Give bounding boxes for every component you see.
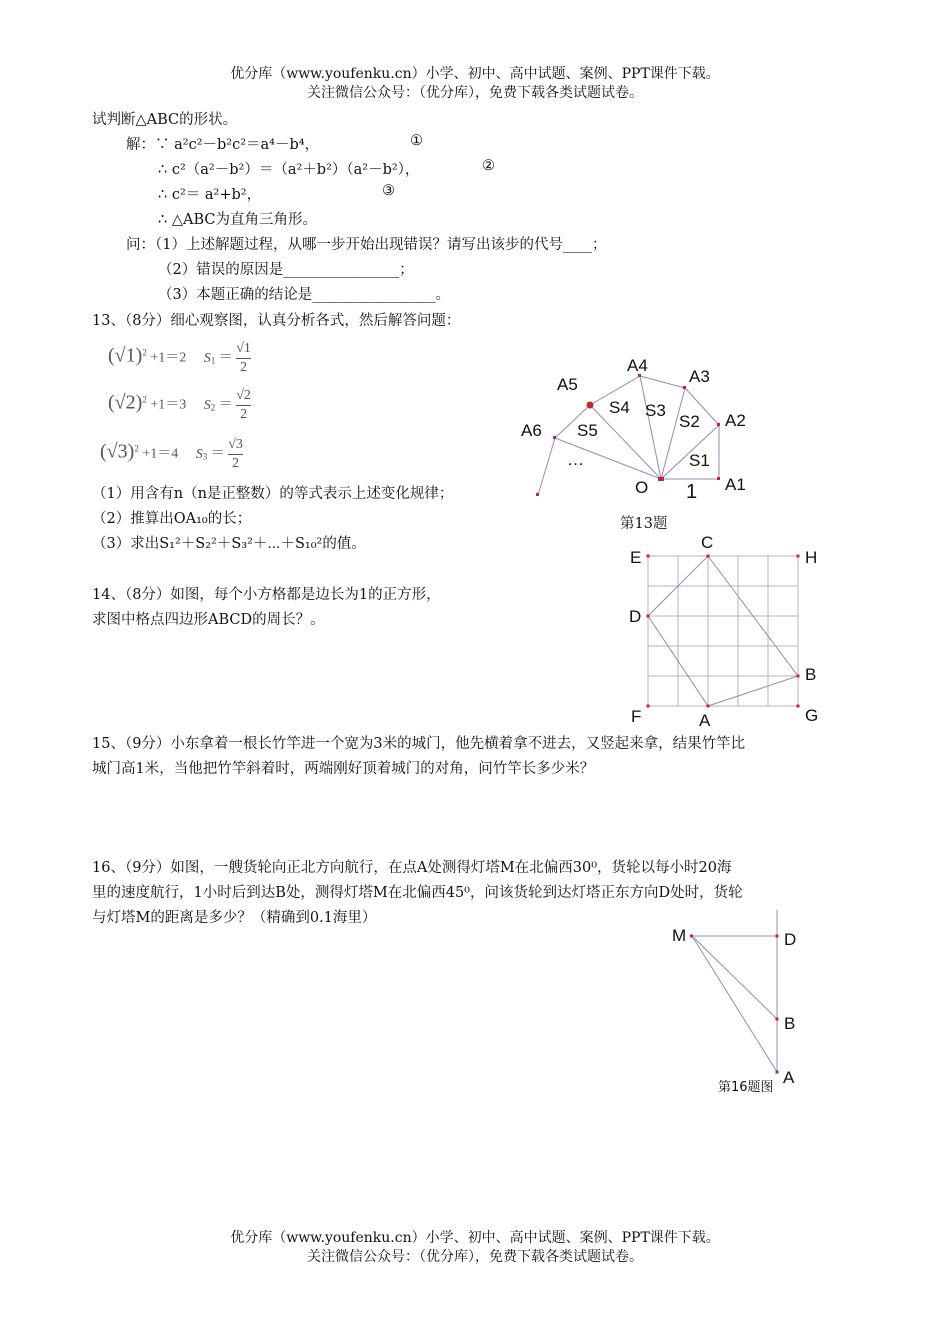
q13-item-3: （3）求出S₁²＋S₂²＋S₃²＋⋯＋S₁₀²的值。 — [92, 536, 366, 552]
q12-question-1: 问：（1）上述解题过程，从哪一步开始出现错误？请写出该步的代号____； — [126, 237, 607, 253]
q12-step-2-mark: ② — [482, 158, 495, 174]
footer-line-1: 优分库（www.youfenku.cn）小学、初中、高中试题、案例、PPT课件下载。 — [230, 1230, 720, 1246]
q13-formula-1: $(√1)^2 +1=2$ $S_1$ ＝ $\frac{√1}{2}$ — [108, 341, 251, 375]
q14-label-d: D — [629, 607, 642, 626]
q12-step-4: ∴ △ABC为直角三角形。 — [158, 212, 317, 228]
q12-step-1: 解：∵ a²c²－b²c²＝a⁴－b⁴， — [126, 137, 320, 153]
q15-line-1: 15、（9分）小东拿着一根长竹竿进一个宽为3米的城门，他先横着拿不进去，又竖起来拿，结果竹竿比 — [92, 736, 746, 752]
q12-step-1-mark: ① — [410, 133, 423, 149]
q16-label-b: B — [784, 1014, 796, 1033]
header-line-2: 关注微信公众号：（优分库），免费下载各类试题试卷。 — [307, 85, 643, 101]
q14-label-f: F — [631, 707, 642, 726]
q12-step-2: ∴ c²（a²－b²）＝（a²＋b²）（a²－b²）， — [158, 162, 420, 178]
q13-label-ellipsis: … — [567, 450, 584, 469]
q13-formula-2: $(√2)^2 +1=3$ $S_2$ ＝ $\frac{√2}{2}$ — [108, 388, 251, 422]
q13-label-a6: A6 — [521, 421, 542, 440]
q16-line-1: 16、（9分）如图，一艘货轮向正北方向航行，在点A处测得灯塔M在北偏西30⁰，货轮以每小时20海 — [92, 860, 732, 876]
q13-label-s1: S1 — [689, 451, 710, 470]
q14-label-b: B — [805, 665, 817, 684]
q13-caption: 第13题 — [620, 516, 668, 532]
q13-label-s4: S4 — [609, 398, 630, 417]
q13-label-a2: A2 — [725, 411, 746, 430]
q14-label-e: E — [630, 548, 642, 567]
q13-label-s5: S5 — [577, 421, 598, 440]
q12-question-3: （3）本题正确的结论是_________________。 — [158, 287, 450, 303]
q13-label-1: 1 — [686, 481, 698, 503]
q13-label-a4: A4 — [627, 356, 648, 375]
q13-label-s3: S3 — [645, 401, 666, 420]
q13-label-a1: A1 — [725, 475, 746, 494]
q13-item-2: （2）推算出OA₁₀的长； — [92, 511, 252, 527]
q12-step-3: ∴ c²＝ a²+b²， — [158, 187, 262, 203]
q14-label-c: C — [701, 533, 714, 552]
q14-label-h: H — [805, 548, 818, 567]
q14-line-2: 求图中格点四边形ABCD的周长？。 — [92, 612, 325, 628]
q13-label-o: O — [635, 478, 649, 497]
q13-label-s2: S2 — [679, 412, 700, 431]
q14-label-g: G — [805, 706, 819, 725]
q16-label-m: M — [672, 926, 687, 945]
q16-navigation-figure — [690, 910, 790, 1080]
q14-grid-figure — [648, 556, 800, 708]
q14-label-a: A — [699, 711, 711, 730]
q16-label-d: D — [784, 930, 797, 949]
q13-title: 13、（8分）细心观察图，认真分析各式，然后解答问题： — [92, 313, 461, 329]
q16-caption: 第16题图 — [718, 1080, 774, 1095]
q15-line-2: 城门高1米，当他把竹竿斜着时，两端刚好顶着城门的对角，问竹竿长多少米？ — [92, 761, 595, 777]
q13-label-a3: A3 — [689, 367, 710, 386]
q13-formula-3: $(√3)^2 +1=4$ $S_3$ ＝ $\frac{√3}{2}$ — [100, 437, 243, 471]
q16-line-2: 里的速度航行，1小时后到达B处，测得灯塔M在北偏西45⁰，问该货轮到达灯塔正东方向D处时，货轮 — [92, 885, 743, 901]
footer-line-2: 关注微信公众号：（优分库），免费下载各类试题试卷。 — [307, 1249, 643, 1265]
q12-step-3-mark: ③ — [382, 183, 395, 199]
q13-label-a5: A5 — [557, 375, 578, 394]
q14-line-1: 14、（8分）如图，每个小方格都是边长为1的正方形， — [92, 587, 441, 603]
q12-intro: 试判断△ABC的形状。 — [92, 112, 238, 128]
q12-question-2: （2）错误的原因是________________； — [158, 262, 414, 278]
q13-item-1: （1）用含有n（n是正整数）的等式表示上述变化规律； — [92, 486, 454, 502]
q16-line-3: 与灯塔M的距离是多少？（精确到0.1海里） — [92, 910, 377, 926]
header-line-1: 优分库（www.youfenku.cn）小学、初中、高中试题、案例、PPT课件下载。 — [230, 66, 720, 82]
q16-label-a: A — [783, 1068, 795, 1087]
